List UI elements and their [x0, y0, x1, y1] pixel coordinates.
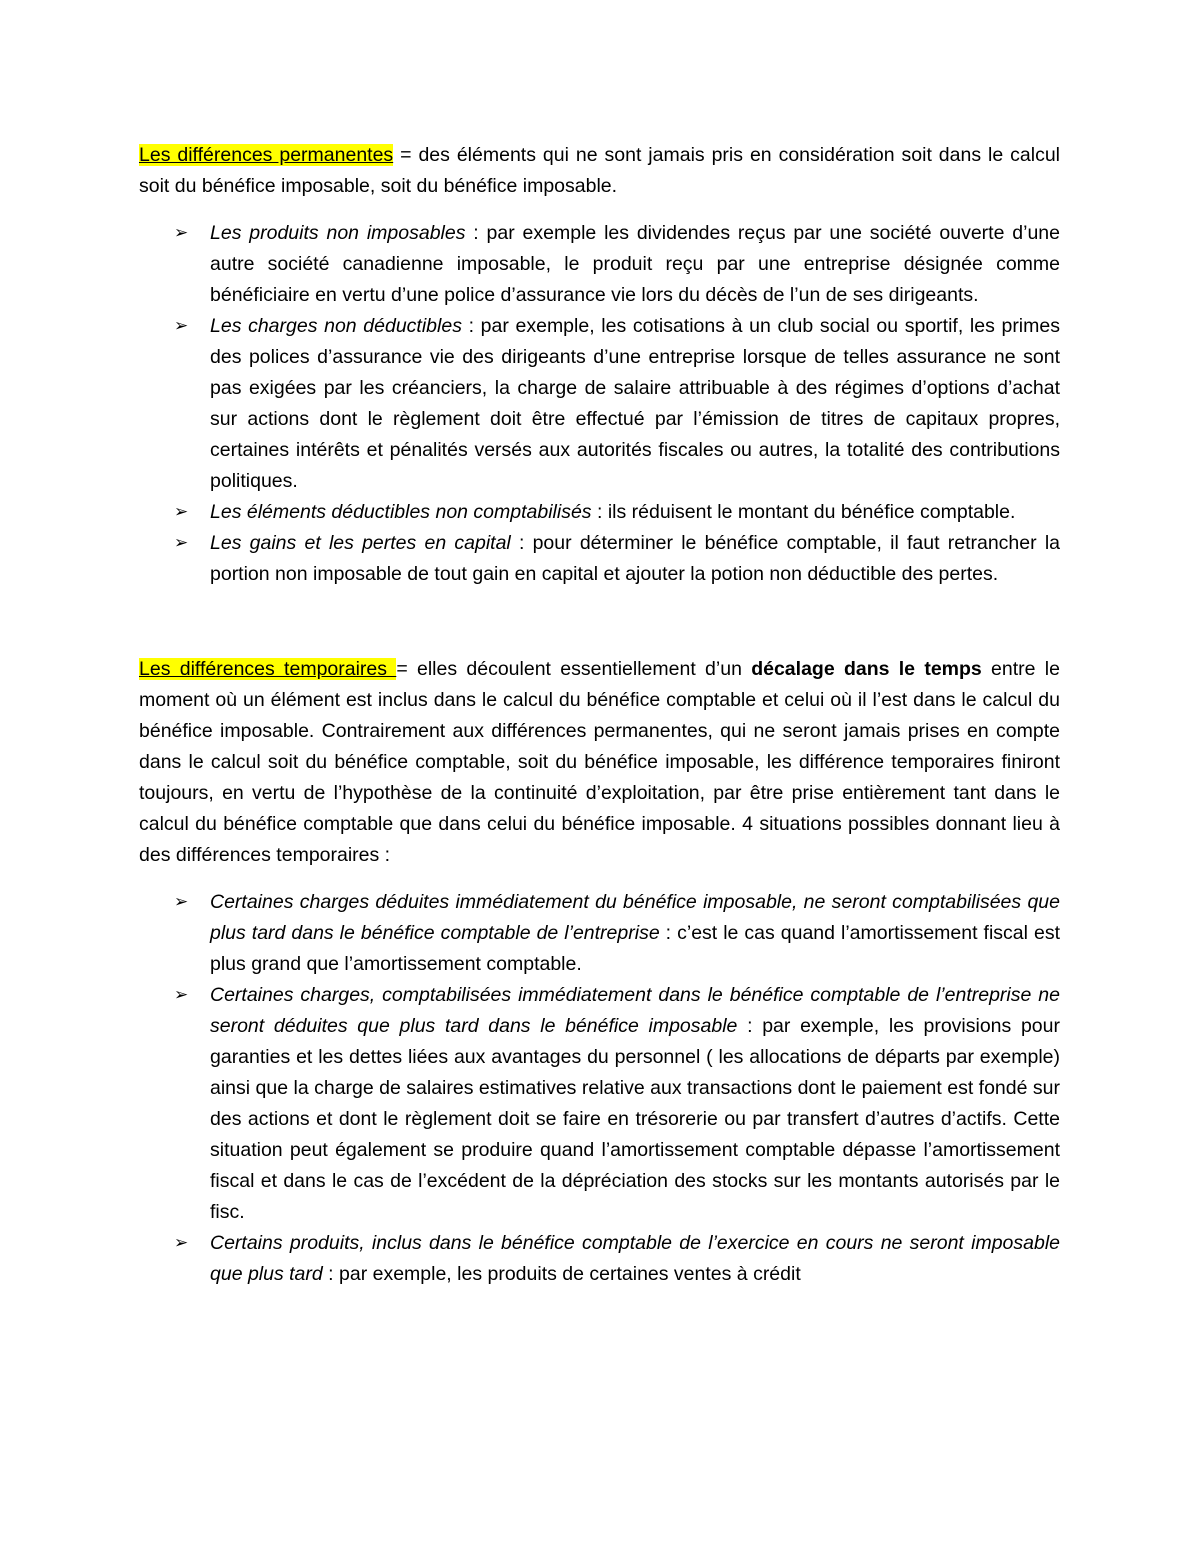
- temporary-definition-a: = elles découlent essentiellement d’un: [396, 658, 752, 680]
- arrow-bullet-icon: ➢: [174, 316, 189, 336]
- heading-temporary-differences: Les différences temporaires: [139, 658, 397, 680]
- section-permanent-intro: [139, 140, 1060, 202]
- arrow-bullet-icon: ➢: [174, 892, 189, 912]
- document-page: [139, 140, 1060, 1290]
- temporary-definition-bold: décalage dans le temps: [751, 658, 982, 680]
- permanent-definition: = des éléments qui ne sont jamais pris en considération soit dans le calcul soit du bénéfice imposable, soit du bénéfice imposable.: [139, 144, 1060, 197]
- arrow-bullet-icon: ➢: [174, 533, 189, 553]
- list-item: [174, 311, 1060, 497]
- arrow-bullet-icon: ➢: [174, 1233, 189, 1253]
- list-item-text: : par exemple les dividendes reçus par une société ouverte d’une autre société canadienne imposable, le produit reçu par une entreprise désignée comme bénéficiaire en vertu d’une police d’assurance vie lors du décès de l’un de ses dirigeants.: [210, 222, 1060, 306]
- list-item-text: : par exemple, les produits de certaines ventes à crédit: [322, 1263, 801, 1285]
- temporary-definition-b: entre le moment où un élément est inclus dans le calcul du bénéfice comptable et celui où il l’est dans le calcul du bénéfice imposable. Contrairement aux différences permanentes, qui ne seront jamais prises en compte dans le calcul soit du bénéfice comptable, soit du bénéfice imposable, les différence temporaires finiront toujours, en vertu de l’hypothèse de la continuité d’exploitation, par être prise entièrement tant dans le calcul du bénéfice comptable que dans celui du bénéfice imposable. 4 situations possibles donnant lieu à des différences temporaires :: [139, 658, 1060, 866]
- heading-permanent-differences: Les différences permanentes: [139, 144, 394, 166]
- section-spacer: [139, 590, 1060, 654]
- list-item-term: Les gains et les pertes en capital: [210, 532, 511, 554]
- list-item-term: Certains produits, inclus dans le bénéfice comptable de l’exercice en cours ne seront imposable que plus tard: [210, 1232, 1060, 1285]
- list-item-term: Les produits non imposables: [210, 222, 466, 244]
- list-item-text: : par exemple, les cotisations à un club social ou sportif, les primes des polices d’assurance vie des dirigeants d’une entreprise lorsque de telles assurance ne sont pas exigées par les créanciers, la charge de salaire attribuable à des régimes d’options d’achat sur actions dont le règlement doit être effectué par l’émission de titres de capitaux propres, certaines intérêts et pénalités versés aux autorités fiscales ou autres, la totalité des contributions politiques.: [210, 315, 1060, 492]
- list-item-text: : par exemple, les provisions pour garanties et les dettes liées aux avantages du personnel ( les allocations de départs par exemple) ainsi que la charge de salaires estimatives relative aux transactions dont le paiement est fondé sur des actions et dont le règlement doit se faire en trésorerie ou par transfert d’autres d’actifs. Cette situation peut également se produire quand l’amortissement comptable dépasse l’amortissement fiscal et dans le cas de l’excédent de la dépréciation des stocks sur les montants autorisés par le fisc.: [210, 1015, 1060, 1223]
- permanent-differences-list: [139, 218, 1060, 590]
- arrow-bullet-icon: ➢: [174, 985, 189, 1005]
- list-item-term: Les charges non déductibles: [210, 315, 462, 337]
- arrow-bullet-icon: ➢: [174, 223, 189, 243]
- list-item: [174, 887, 1060, 980]
- arrow-bullet-icon: ➢: [174, 502, 189, 522]
- list-item: [174, 1228, 1060, 1290]
- list-item: [174, 218, 1060, 311]
- temporary-differences-list: [139, 887, 1060, 1290]
- section-temporary-intro: [139, 654, 1060, 871]
- list-item-term: Certaines charges déduites immédiatement du bénéfice imposable, ne seront comptabilisées que plus tard dans le bénéfice comptable de l’entreprise: [210, 891, 1060, 944]
- list-item-term: Les éléments déductibles non comptabilisés: [210, 501, 592, 523]
- list-item-term: Certaines charges, comptabilisées immédiatement dans le bénéfice comptable de l’entreprise ne seront déduites que plus tard dans le bénéfice imposable: [210, 984, 1060, 1037]
- list-item-text: : pour déterminer le bénéfice comptable, il faut retrancher la portion non imposable de tout gain en capital et ajouter la potion non déductible des pertes.: [210, 532, 1060, 585]
- list-item-text: : ils réduisent le montant du bénéfice comptable.: [591, 501, 1016, 523]
- list-item: [174, 980, 1060, 1228]
- list-item-text: : c’est le cas quand l’amortissement fiscal est plus grand que l’amortissement comptable.: [210, 922, 1060, 975]
- list-item: [174, 497, 1060, 528]
- list-item: [174, 528, 1060, 590]
